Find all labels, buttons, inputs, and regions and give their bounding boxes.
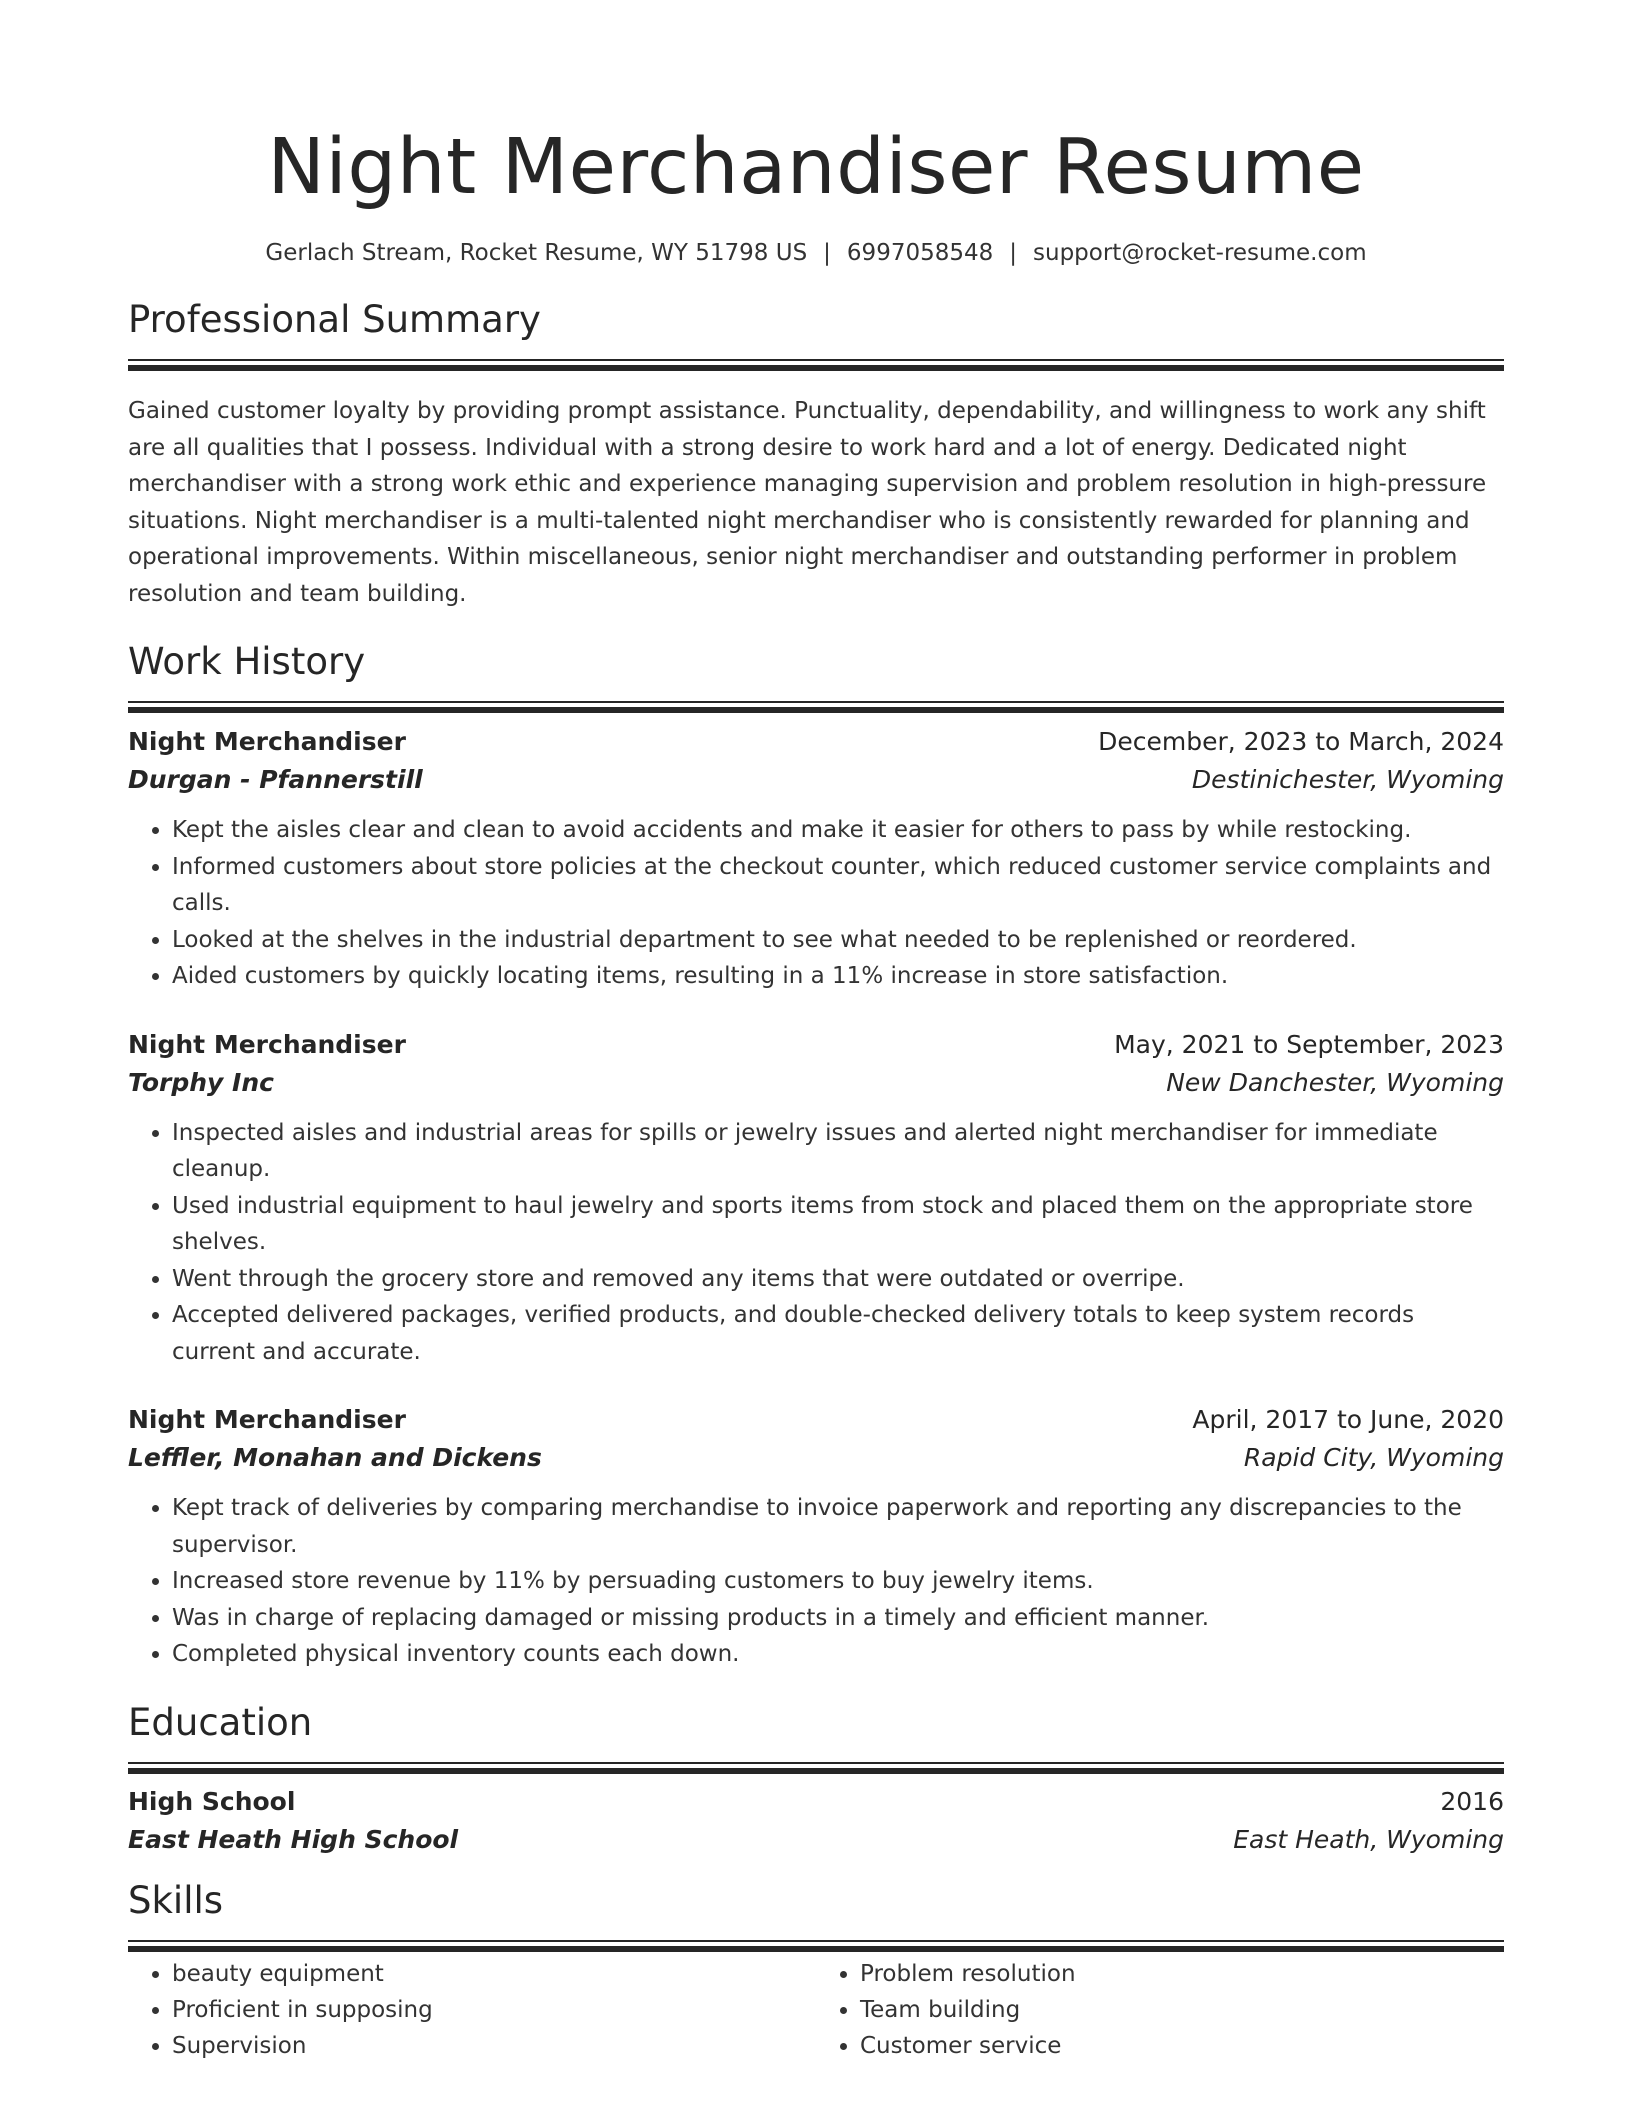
education-location: East Heath, Wyoming <box>1233 1824 1504 1854</box>
list-item: • Team building <box>860 1992 1504 2028</box>
list-item: • Inspected aisles and industrial areas for spills or jewelry issues and alerted night merchandiser for immediate cleanup. <box>172 1115 1504 1188</box>
list-item: • Problem resolution <box>860 1956 1504 1992</box>
job-title: Night Merchandiser <box>128 1029 406 1059</box>
education-year: 2016 <box>1440 1786 1504 1816</box>
resume-title: Night Merchandiser Resume <box>267 123 1365 212</box>
skills-section <box>128 1878 1504 2064</box>
job-title: Night Merchandiser <box>128 1405 406 1434</box>
work-history-section <box>128 639 1504 1673</box>
job-entry <box>128 1402 1504 1673</box>
list-item: • Used industrial equipment to haul jewelry and sports items from stock and placed them on the appropriate store shelves. <box>172 1188 1504 1261</box>
summary-section <box>128 297 1504 612</box>
list-item: • Kept the aisles clear and clean to avoid accidents and make it easier for others to pass by while restocking. <box>172 812 1504 849</box>
skills-columns <box>128 1956 1504 2064</box>
list-item: • Aided customers by quickly locating items, resulting in a 11% increase in store satisfaction. <box>172 958 1504 995</box>
job-dates: April, 2017 to June, 2020 <box>1192 1405 1504 1434</box>
list-item: • Customer service <box>860 2028 1504 2064</box>
education-section <box>128 1700 1504 1860</box>
job-location: New Danchester, Wyoming <box>1166 1067 1504 1097</box>
job-bullet-list <box>128 812 1504 995</box>
list-item: • Kept track of deliveries by comparing merchandise to invoice paperwork and reporting any discrepancies to the supervisor. <box>172 1490 1504 1563</box>
job-company: Torphy Inc <box>128 1067 274 1097</box>
list-item: • Went through the grocery store and removed any items that were outdated or overripe. <box>172 1261 1504 1298</box>
job-location: Destinichester, Wyoming <box>1191 765 1504 794</box>
list-item: • Informed customers about store policies at the checkout counter, which reduced customer service complaints and calls. <box>172 849 1504 922</box>
list-item: • Looked at the shelves in the industrial department to see what needed to be replenished or reordered. <box>172 922 1504 959</box>
job-entry <box>128 1027 1504 1371</box>
list-item: • Completed physical inventory counts each down. <box>172 1636 1504 1673</box>
education-entry <box>128 1784 1504 1860</box>
section-title-skills: Skills <box>128 1878 224 1922</box>
job-title: Night Merchandiser <box>128 727 406 756</box>
contact-separator: | <box>1009 240 1018 266</box>
job-dates: May, 2021 to September, 2023 <box>1114 1029 1504 1059</box>
contact-line <box>128 238 1504 268</box>
job-company: Durgan - Pfannerstill <box>128 765 423 794</box>
list-item: • beauty equipment <box>172 1956 816 1992</box>
job-bullet-list <box>128 1490 1504 1673</box>
section-divider <box>128 1762 1504 1764</box>
contact-address: Gerlach Stream, Rocket Resume, WY 51798 US <box>265 240 808 266</box>
job-bullet-list <box>128 1115 1504 1371</box>
job-company: Leffler, Monahan and Dickens <box>128 1443 542 1472</box>
section-divider <box>128 701 1504 703</box>
list-item: • Proficient in supposing <box>172 1992 816 2028</box>
education-school: East Heath High School <box>128 1824 459 1854</box>
list-item: • Accepted delivered packages, verified products, and double-checked delivery totals to keep system records current and accurate. <box>172 1297 1504 1370</box>
skills-list-right <box>816 1956 1504 2064</box>
job-entry <box>128 724 1504 995</box>
contact-separator: | <box>823 240 831 266</box>
skills-list-left <box>128 1956 816 2064</box>
list-item: • Supervision <box>172 2028 816 2064</box>
section-divider <box>128 359 1504 361</box>
section-title-summary: Professional Summary <box>128 298 541 341</box>
section-divider <box>128 1940 1504 1942</box>
contact-email[interactable]: support@rocket-resume.com <box>1033 240 1367 266</box>
list-item: • Was in charge of replacing damaged or missing products in a timely and efficient manner. <box>172 1600 1504 1637</box>
resume-page <box>128 0 1504 2064</box>
section-title-education: Education <box>128 1700 313 1744</box>
section-title-work-history: Work History <box>128 640 366 683</box>
list-item: • Increased store revenue by 11% by persuading customers to buy jewelry items. <box>172 1563 1504 1600</box>
education-degree: High School <box>128 1786 296 1816</box>
job-location: Rapid City, Wyoming <box>1243 1443 1504 1472</box>
summary-text: Gained customer loyalty by providing prompt assistance. Punctuality, dependability, and willingness to work any shift are all qualities that I possess. Individual with a strong desire to work hard and a lot of energy. Dedicated night merchandiser with a strong work ethic and experience managing supervision and problem resolution in high-pressure situations. Night merchandiser is a multi-talented night merchandiser who is consistently rewarded for planning and operational improvements. Within miscellaneous, senior night merchandiser and outstanding performer in problem resolution and team building. <box>128 398 1487 607</box>
job-dates: December, 2023 to March, 2024 <box>1098 727 1504 756</box>
contact-phone: 6997058548 <box>846 240 994 266</box>
